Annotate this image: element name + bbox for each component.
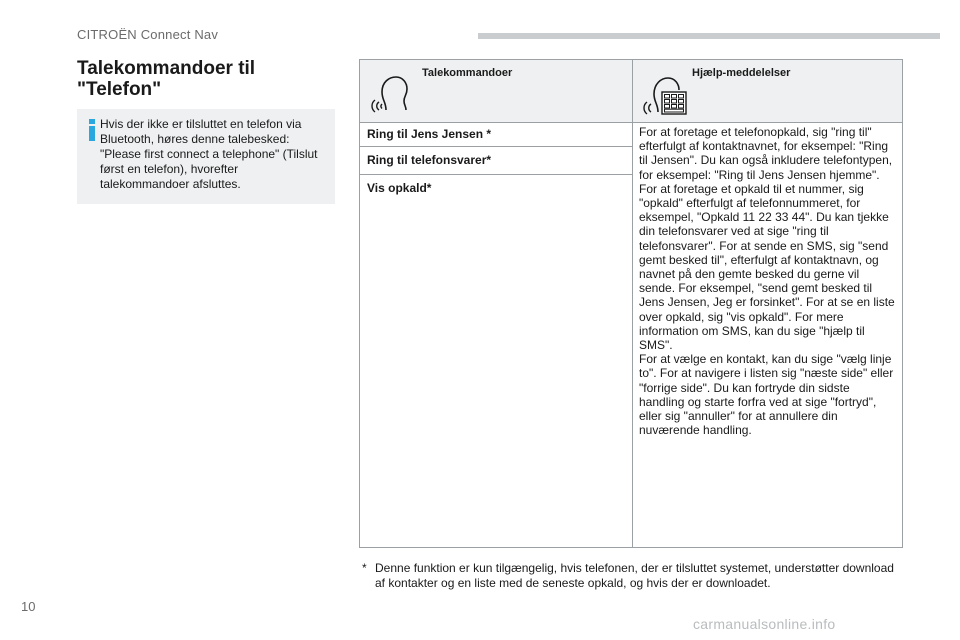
info-icon (85, 119, 99, 141)
command-row-3: Vis opkald* (367, 181, 432, 195)
command-table (359, 59, 903, 548)
command-row-1: Ring til Jens Jensen * (367, 127, 492, 141)
watermark: carmanualsonline.info (693, 616, 836, 632)
header-bar (478, 33, 940, 39)
row-divider (360, 146, 632, 147)
header-commands: Talekommandoer (422, 67, 513, 79)
info-box (77, 109, 335, 204)
voice-command-icon (370, 72, 410, 114)
voice-keypad-icon (642, 72, 688, 116)
table-header (360, 60, 902, 123)
footnote-mark: * (362, 561, 367, 575)
help-text: For at foretage et telefonopkald, sig "ring til" efterfulgt af kontaktnavnet, for eksempel: "Ring til Jensen". Du kan også inkludere telefontypen, for eksempel: "Ring til Jens Jensen hjemme". For at foretage et opkald til et nummer, sig "opkald" efterfulgt af telefonnummeret, for eksempel, "Opkald 11 22 33 44". Du kan tjekke din telefonsvarer ved at sige "ring til telefonsvarer". For at sende en SMS, sig "send gemt besked til", efterfulgt af kontaktnavn, og navnet på den gemte besked du gerne vil sende. For eksempel, "send gemt besked til Jens Jensen, Jeg er forsinket". For at se en liste over opkald, sig "vis opkald". For mere information om SMS, kan du sige "hjælp til SMS". For at vælge en kontakt, kan du sige "vælg linje to". For at navigere i listen sig "næste side" eller "forrige side". Du kan fortryde din sidste handling og starte forfra ved at sige "fortryd", eller sig "annuller" for at annullere din nuværende handling. (639, 125, 895, 438)
command-row-2: Ring til telefonsvarer* (367, 153, 492, 167)
info-text: Hvis der ikke er tilsluttet en telefon via Bluetooth, høres denne talebesked: "Please first connect a telephone" (Tilslut først en telefon), hvorefter talekommandoer afsluttes. (100, 117, 318, 191)
col-divider (632, 60, 633, 547)
header-brand: CITROËN Connect Nav (77, 27, 219, 42)
header-help: Hjælp-meddelelser (692, 67, 791, 79)
page-number: 10 (21, 599, 36, 614)
row-divider (360, 174, 632, 175)
footnote-text: Denne funktion er kun tilgængelig, hvis telefonen, der er tilsluttet systemet, understøtter download af kontakter og en liste med de seneste opkald, og hvis der er downloadet. (375, 561, 894, 590)
page-title: Talekommandoer til "Telefon" (77, 58, 256, 100)
